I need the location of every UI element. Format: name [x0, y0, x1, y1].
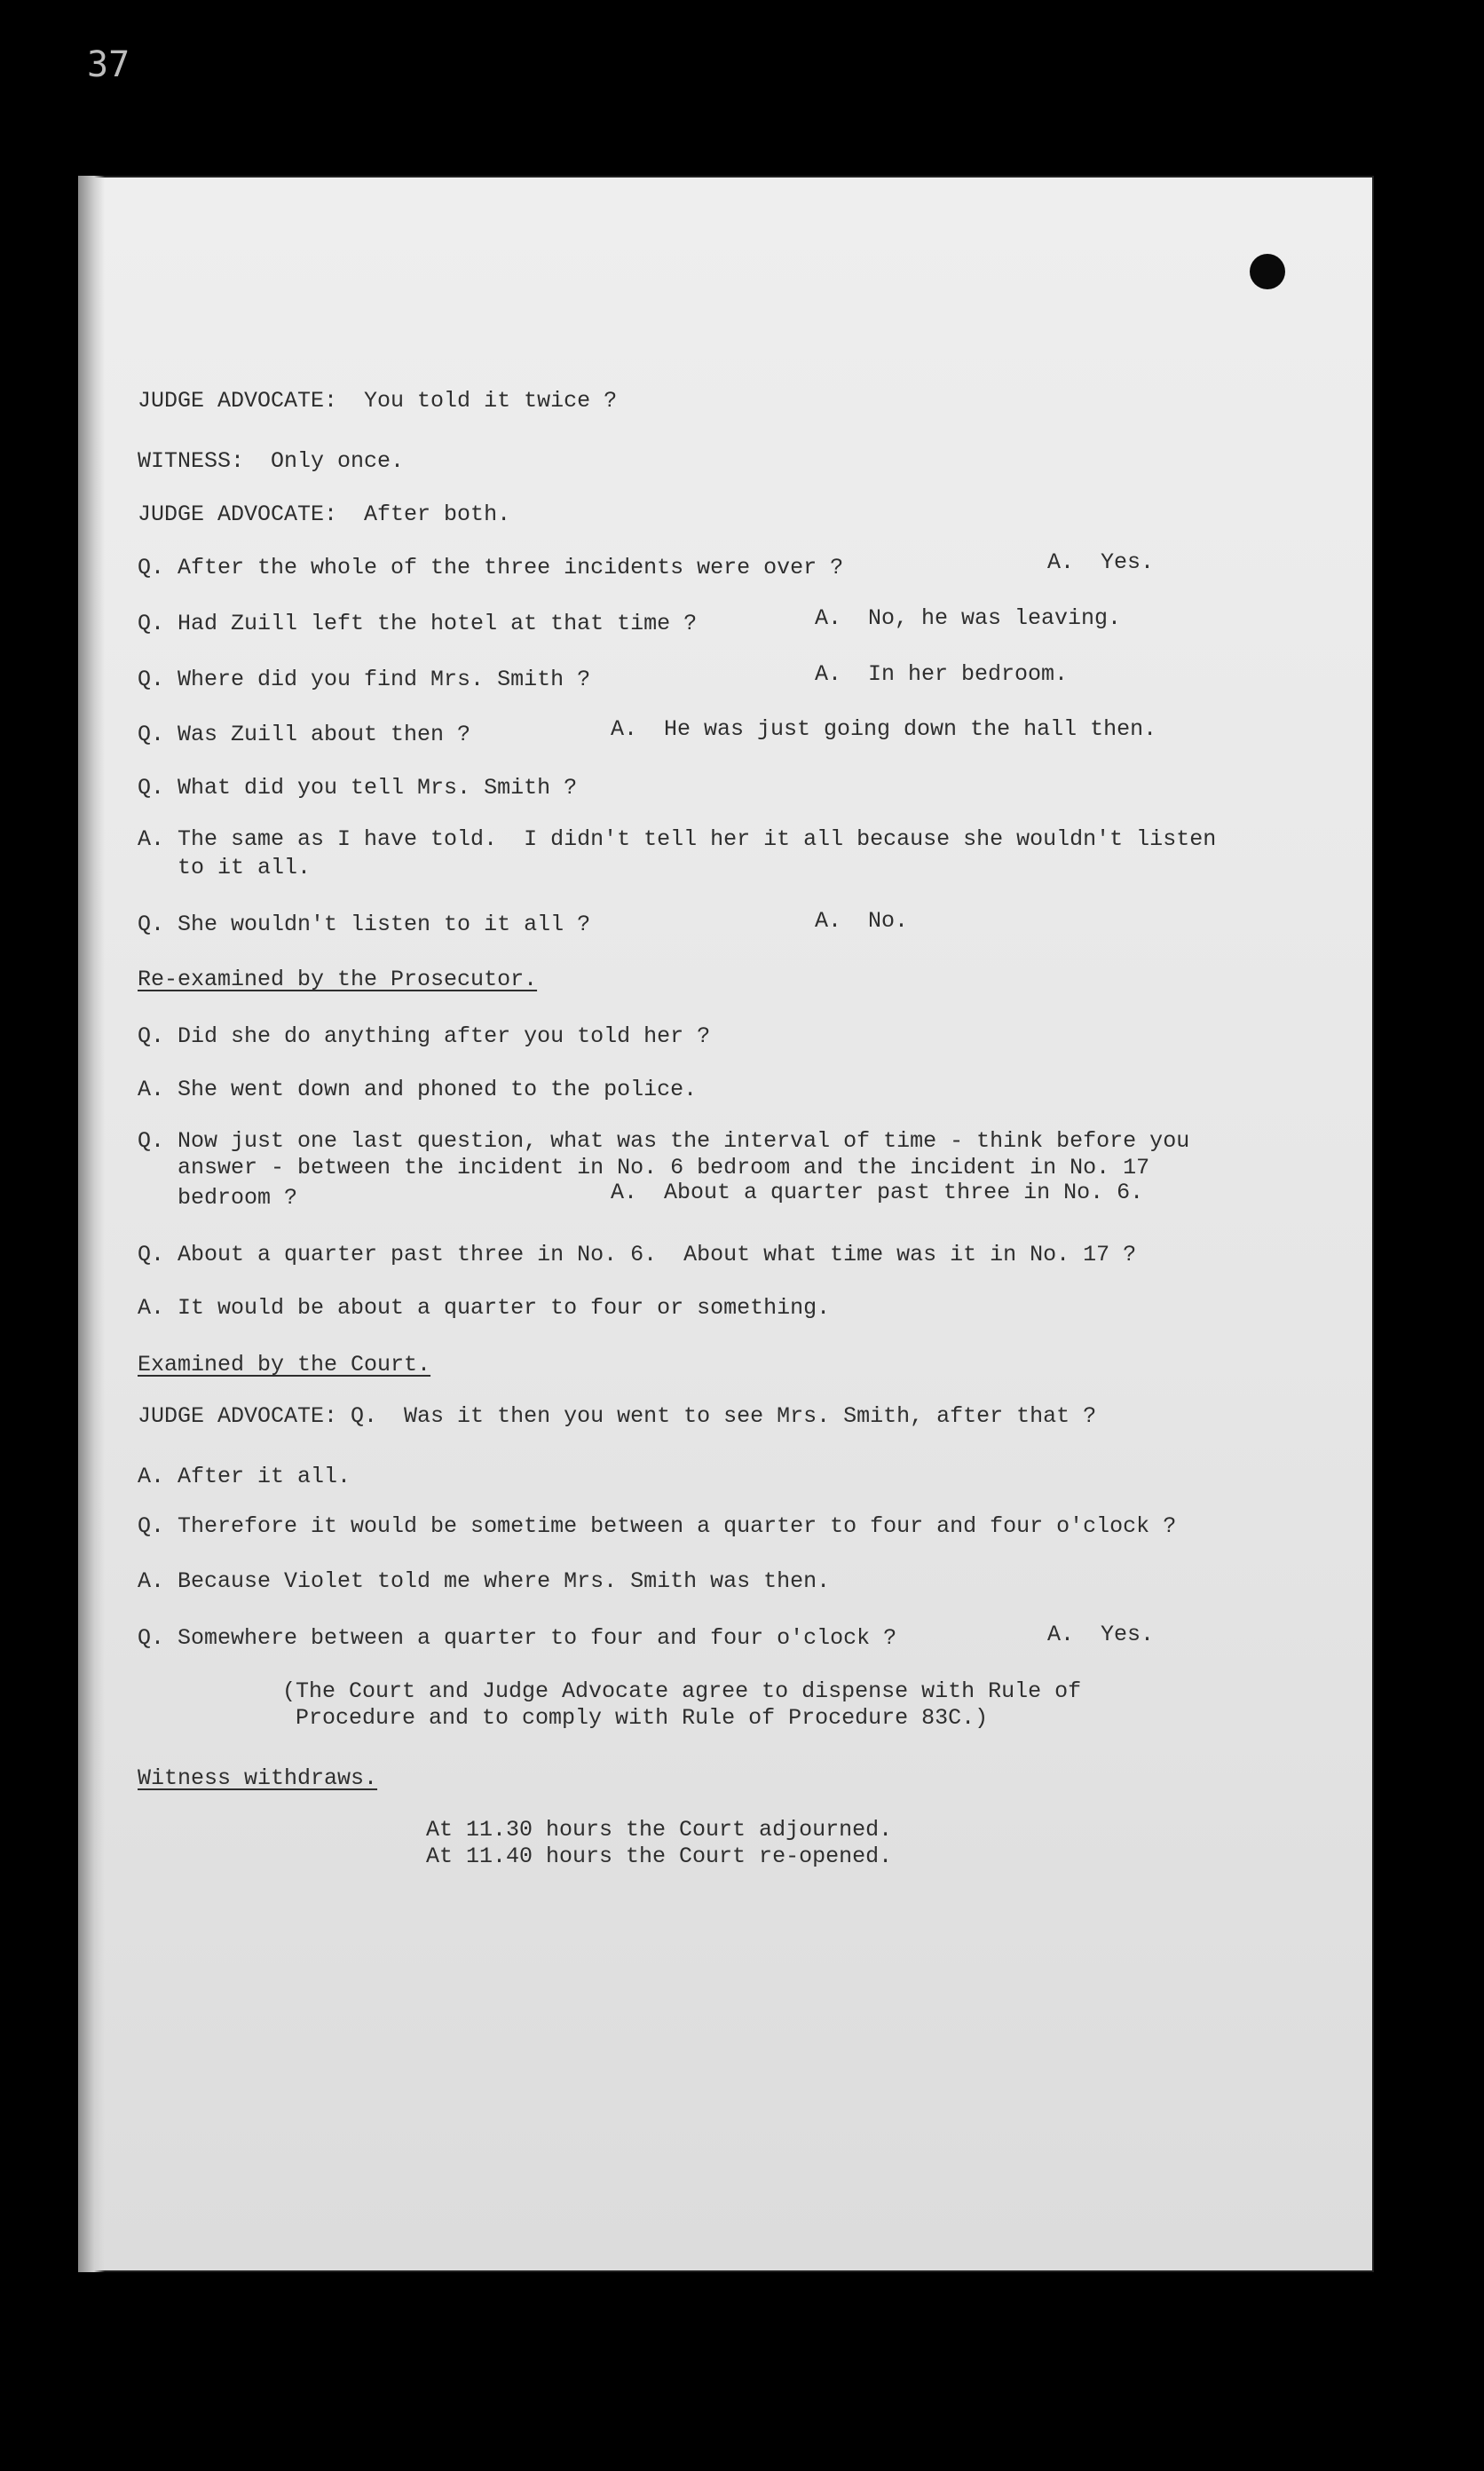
answer-line: A. Yes.: [1047, 549, 1155, 575]
section-heading-examined-by-court: Examined by the Court.: [138, 1352, 431, 1378]
answer-line: A. He was just going down the hall then.: [611, 716, 1157, 742]
punch-hole: [1250, 254, 1285, 289]
question-line: Q. Was Zuill about then ?: [138, 722, 471, 747]
question-line: Q. Therefore it would be sometime between a quarter to four and four o'clock ?: [138, 1513, 1177, 1539]
answer-line: A. After it all.: [138, 1464, 351, 1489]
question-line: Q. Where did you find Mrs. Smith ?: [138, 667, 591, 692]
answer-line: A. In her bedroom.: [815, 661, 1069, 687]
answer-line: A. Yes.: [1047, 1622, 1155, 1647]
procedure-note-continued: Procedure and to comply with Rule of Procedure 83C.): [282, 1705, 989, 1731]
adjourned-line: At 11.30 hours the Court adjourned.: [426, 1817, 893, 1843]
question-line: Q. What did you tell Mrs. Smith ?: [138, 775, 578, 801]
question-line: Q. Had Zuill left the hotel at that time ?: [138, 611, 698, 636]
question-line: Q. About a quarter past three in No. 6. About what time was it in No. 17 ?: [138, 1242, 1137, 1267]
answer-line: A. About a quarter past three in No. 6.: [611, 1180, 1144, 1205]
question-line: Q. Now just one last question, what was the interval of time - think before you: [138, 1128, 1190, 1154]
question-line-continued: bedroom ?: [138, 1185, 298, 1211]
page-number: 37: [87, 44, 130, 85]
answer-line: A. It would be about a quarter to four or something.: [138, 1295, 831, 1321]
question-line: Q. Did she do anything after you told her ?: [138, 1023, 711, 1049]
question-line-continued: answer - between the incident in No. 6 bedroom and the incident in No. 17: [138, 1155, 1150, 1180]
answer-line-continued: to it all.: [138, 855, 312, 880]
answer-line: A. No.: [815, 908, 909, 934]
document-page: [78, 176, 1374, 2272]
line-judge-advocate-3: JUDGE ADVOCATE: Q. Was it then you went to see Mrs. Smith, after that ?: [138, 1403, 1097, 1429]
question-line: Q. She wouldn't listen to it all ?: [138, 912, 591, 937]
line-witness-1: WITNESS: Only once.: [138, 448, 405, 474]
procedure-note: (The Court and Judge Advocate agree to dispense with Rule of: [282, 1678, 1082, 1704]
reopened-line: At 11.40 hours the Court re-opened.: [426, 1843, 893, 1869]
section-heading-witness-withdraws: Witness withdraws.: [138, 1765, 378, 1791]
line-judge-advocate-1: JUDGE ADVOCATE: You told it twice ?: [138, 388, 618, 414]
question-line: Q. After the whole of the three incidents were over ?: [138, 555, 844, 580]
answer-line: A. Because Violet told me where Mrs. Smith was then.: [138, 1568, 831, 1594]
answer-line: A. The same as I have told. I didn't tell her it all because she wouldn't listen: [138, 826, 1217, 852]
answer-line: A. She went down and phoned to the police.: [138, 1077, 698, 1102]
question-line: Q. Somewhere between a quarter to four and four o'clock ?: [138, 1625, 897, 1651]
answer-line: A. No, he was leaving.: [815, 605, 1122, 631]
line-judge-advocate-2: JUDGE ADVOCATE: After both.: [138, 501, 511, 527]
section-heading-re-examined: Re-examined by the Prosecutor.: [138, 967, 538, 992]
